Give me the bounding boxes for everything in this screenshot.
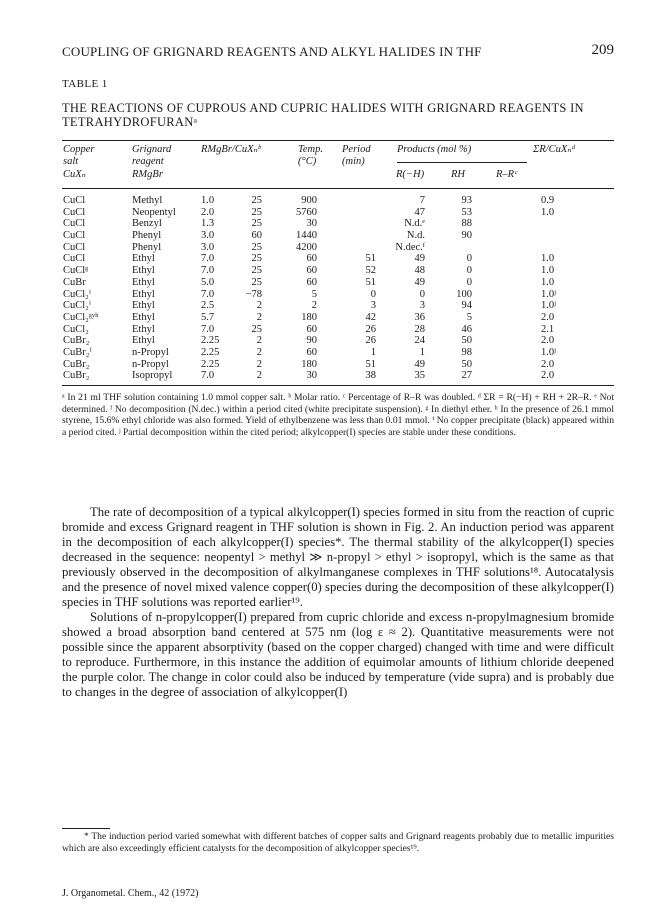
table-row: CuCl Neopentyl 2.0 25 5760 47 53 1.0 bbox=[63, 206, 555, 218]
table-footnotes: ᵃ In 21 ml THF solution containing 1.0 mmol copper salt. ᵇ Molar ratio. ᶜ Percentage of R–R was doubled. ᵈ ΣR = R(−H) + RH + 2R–R. ᵉ Not determined. ᶠ No decomposition (N.dec.) within a period cited (white precipitate suspension). ᵍ In diethyl ether. ʰ In the presence of 26.1 mmol styrene, 15.6% ethyl chloride was also formed. Yield of ethylbenzene was less than 0.01 mmol. ⁱ No copper precipitate (black) appeared within a period cited. ʲ Partial decomposition within the cited period; alkylcopper(I) species are stable under these conditions. bbox=[62, 392, 614, 439]
table-row: CuBr Ethyl 5.0 25 60 51 49 0 1.0 bbox=[63, 276, 555, 288]
footnote-rule bbox=[62, 828, 110, 829]
page-footnote: * The induction period varied somewhat with different batches of copper salts and Grignard reagents probably due to metallic impurities which are also exceedingly efficient catalysts for the decomposition of alkylcopper species¹⁹. bbox=[62, 831, 614, 854]
table-body bbox=[0, 195, 672, 382]
table-row: CuCl Methyl 1.0 25 900 7 93 0.9 bbox=[63, 195, 555, 206]
body-text bbox=[62, 505, 614, 700]
running-head: COUPLING OF GRIGNARD REAGENTS AND ALKYL HALIDES IN THF bbox=[62, 44, 482, 59]
table-row: CuBr₂ n-Propyl 2.25 2 180 51 49 50 2.0 bbox=[63, 358, 555, 370]
table-row: CuCl Phenyl 3.0 60 1440 N.d. 90 bbox=[63, 230, 472, 242]
table-row: CuBr₂ Isopropyl 7.0 2 30 38 35 27 2.0 bbox=[63, 370, 555, 382]
table-row: CuCl Phenyl 3.0 25 4200 N.dec.ᶠ bbox=[63, 241, 425, 253]
header-r-minus-h: R(−H) bbox=[396, 169, 425, 180]
products-subrule bbox=[397, 162, 527, 163]
journal-reference: J. Organometal. Chem., 42 (1972) bbox=[62, 888, 199, 899]
table-row: CuCl₂ⁱ Ethyl 2.5 2 2 3 3 94 1.0ʲ bbox=[63, 300, 556, 312]
page-header bbox=[62, 44, 614, 62]
table-title: THE REACTIONS OF CUPROUS AND CUPRIC HALIDES WITH GRIGNARD REAGENTS IN TETRAHYDROFURANᵃ bbox=[62, 101, 584, 129]
header-r-r: R–Rᶜ bbox=[496, 169, 517, 180]
table-row: CuBr₂ⁱ n-Propyl 2.25 2 60 1 1 98 1.0ʲ bbox=[63, 346, 556, 358]
page-number: 209 bbox=[591, 42, 614, 58]
table-label: TABLE 1 bbox=[62, 78, 108, 90]
table-header-rule bbox=[62, 188, 614, 189]
header-sum-ratio: ΣR/CuXₙᵈ bbox=[533, 144, 575, 155]
header-products: Products (mol %) bbox=[397, 144, 472, 155]
paragraph: Solutions of n-propylcopper(I) prepared from cupric chloride and excess n-propylmagnesium bromide showed a broad absorption band centered at 575 nm (log ε ≈ 2). Quantitative measurements were not possible since the apparent absorptivity (based on the copper charged) changed with time and were difficult to reproduce. Furthermore, in this instance the addition of equimolar amounts of lithium chloride deepened the purple color. The change in color could also be induced by temperature (vide supra) and is probably due to changes in the degree of association of alkylcopper(I) bbox=[62, 610, 614, 699]
header-period: Period (min) bbox=[342, 144, 371, 167]
table-bottom-rule bbox=[62, 385, 614, 386]
table-row: CuCl Ethyl 7.0 25 60 51 49 0 1.0 bbox=[63, 253, 555, 265]
table-row: CuCl₂ Ethyl 7.0 25 60 26 28 46 2.1 bbox=[63, 323, 555, 335]
header-temperature: Temp. (°C) bbox=[298, 144, 323, 167]
table-row: CuBr₂ Ethyl 2.25 2 90 26 24 50 2.0 bbox=[63, 335, 555, 347]
table-top-rule bbox=[62, 140, 614, 141]
table-row: CuCl₂ᵍʸʰ Ethyl 5.7 2 180 42 36 5 2.0 bbox=[63, 311, 555, 323]
header-copper-salt: Copper salt CuXₙ bbox=[63, 144, 95, 180]
header-rh: RH bbox=[451, 169, 465, 180]
header-grignard-reagent: Grignard reagent RMgBr bbox=[132, 144, 172, 180]
table-row: CuCl₂ⁱ Ethyl 7.0 −78 5 0 0 100 1.0ʲ bbox=[63, 288, 556, 300]
table-row: CuCl Benzyl 1.3 25 30 N.d.ᵉ 88 bbox=[63, 218, 472, 230]
paragraph: The rate of decomposition of a typical alkylcopper(I) species formed in situ from the reaction of cupric bromide and excess Grignard reagent in THF solution is shown in Fig. 2. An induction period was apparent in the decomposition of each alkylcopper(I) species*. The thermal stability of the alkylcopper(I) species decreased in the sequence: neopentyl > methyl ≫ n-propyl > ethyl > isopropyl, which is the same as that previously observed in the decomposition of alkylmanganese complexes in THF solutions¹⁸. Autocatalysis and the presence of novel mixed valence copper(0) species during the decomposition of these alkylcopper(I) species in THF solutions was reported earlier¹⁹. bbox=[62, 505, 614, 609]
table-row: CuClᵍ Ethyl 7.0 25 60 52 48 0 1.0 bbox=[63, 265, 555, 277]
header-molar-ratio: RMgBr/CuXₙᵇ bbox=[201, 144, 261, 155]
